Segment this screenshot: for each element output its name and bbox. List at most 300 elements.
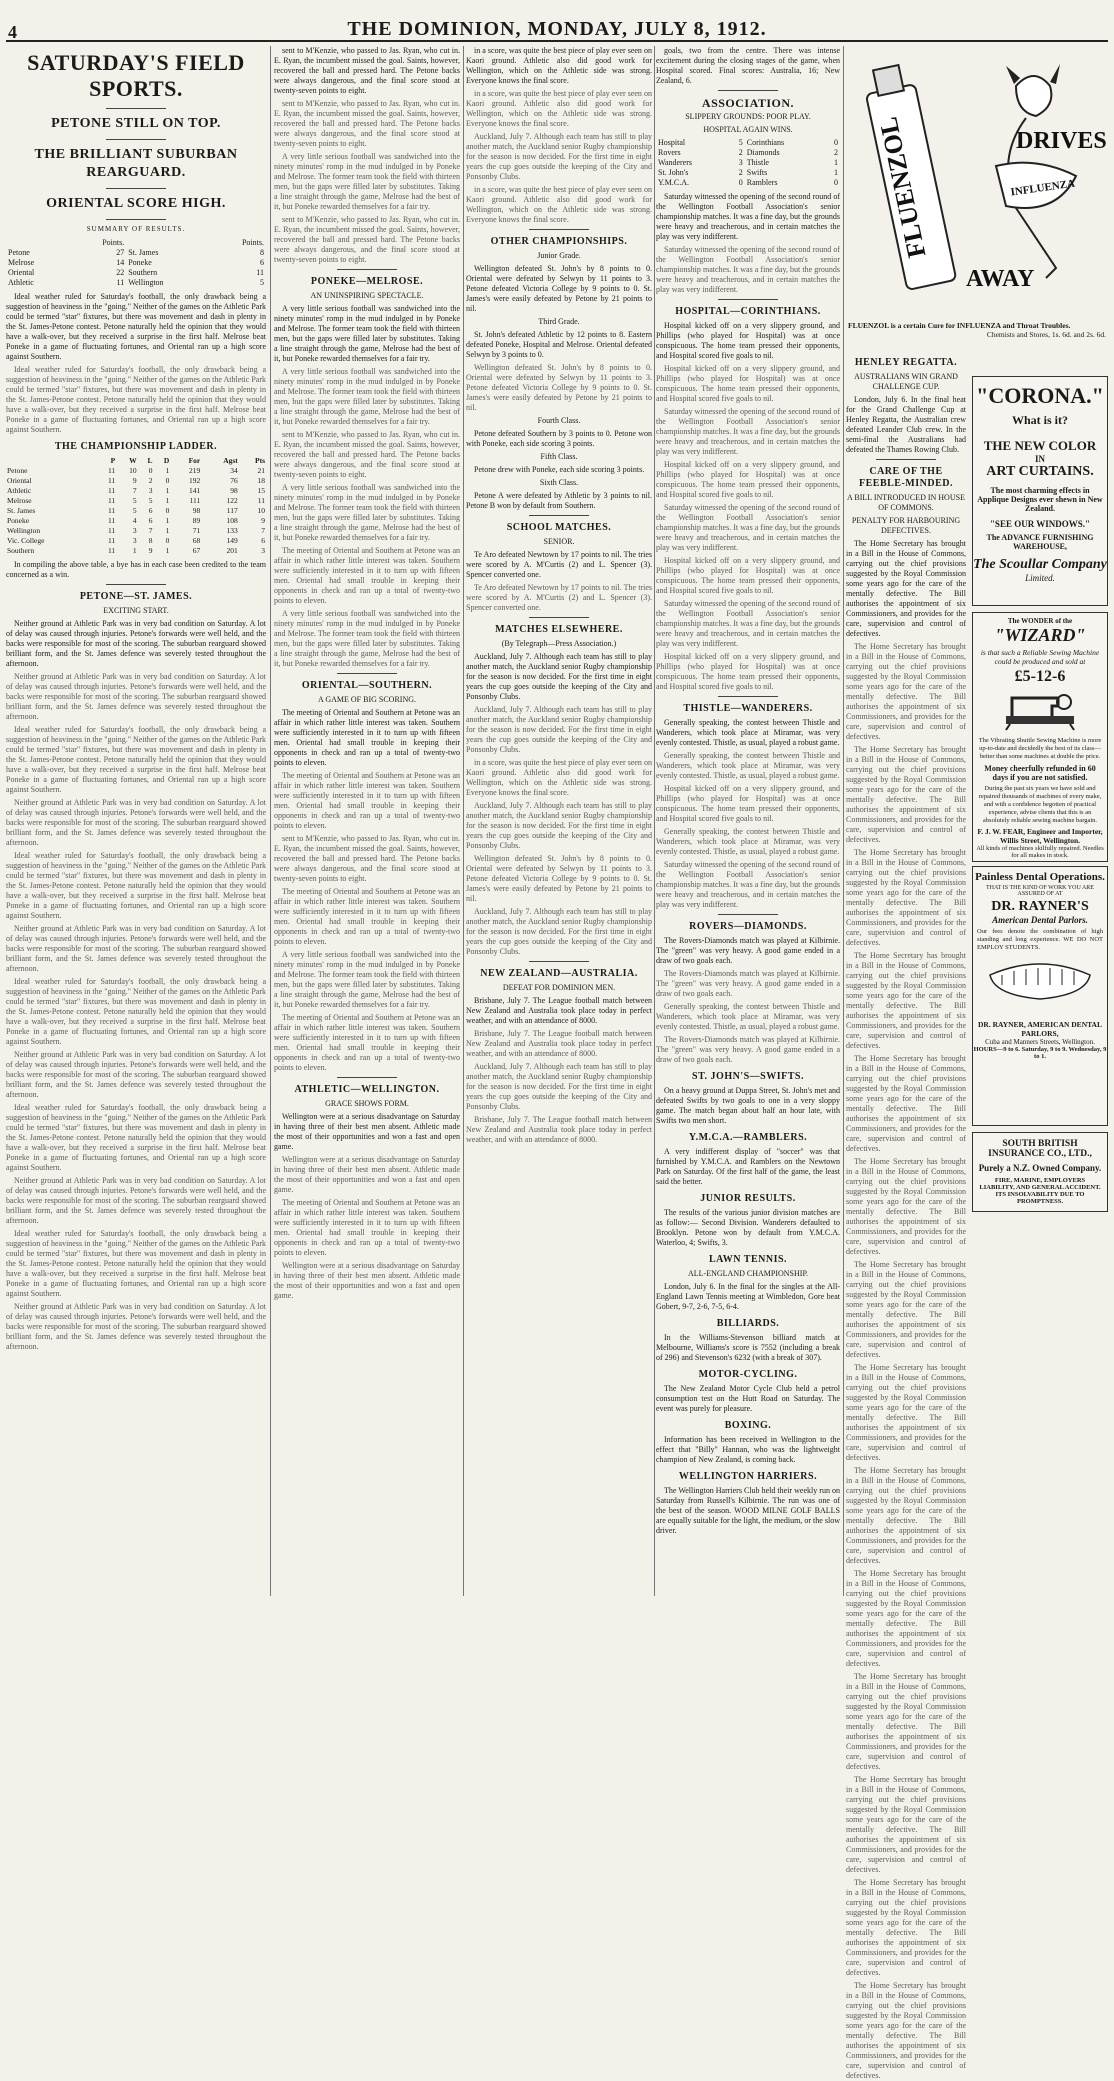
article-paragraph: Saturday witnessed the opening of the second round of the Wellington Football Association's senior championship matches. It was a fine day, but the grounds were heavy and treacherous, and in certain matches the play was very indifferent. bbox=[656, 245, 840, 294]
wizard-line5: During the past six years we have sold and repaired thousands of machines of every make, and with a confidence begotten of practical experience, advise clients that this is an absolutely reliable sewing machine bargain. bbox=[978, 785, 1102, 824]
ladder-col-header: D bbox=[163, 456, 170, 465]
ladder-cell: 5 bbox=[132, 496, 137, 505]
wizard-price: £5-12-6 bbox=[1014, 668, 1066, 685]
team: Ramblers bbox=[746, 178, 778, 187]
ladder-cell: 11 bbox=[107, 476, 116, 485]
section-heading: ATHLETIC—WELLINGTON. bbox=[294, 1084, 440, 1095]
article-paragraph: Hospital kicked off on a very slippery ground, and Phillips (who played for Hospital) was at once conspicuous. The home team pressed their opponents, and Hospital scored five goals to nil. bbox=[656, 364, 840, 403]
section-heading: PETONE—ST. JAMES. bbox=[79, 591, 193, 602]
article-paragraph: Wellington were at a serious disadvantage on Saturday in having three of their best men absent. Athletic made the most of their opportunities and won a fast and open game. bbox=[274, 1261, 460, 1300]
divider bbox=[718, 914, 778, 915]
article-paragraph: The Home Secretary has brought in a Bill in the House of Commons, carrying out the chief provisions suggested by the Royal Commission some years ago for the care of the mentally defective. The Bill authorises the appointment of six Commissioners, and provides for the care, supervision and control of defectives. bbox=[846, 1466, 966, 1565]
article-paragraph: A very little serious football was sandwiched into the ninety minutes' romp in the mud indulged in by Poneke and Melrose. The former team took the field with thirteen men, but the gaps were filled later by substitutes. Taking a line straight through the game, Melrose had the best of it, but Poneke rewarded themselves for a fair try. bbox=[274, 950, 460, 1009]
section-subheading: SLIPPERY GROUNDS: POOR PLAY. bbox=[685, 112, 811, 121]
article-paragraph: The meeting of Oriental and Southern at Petone was an affair in which rather little interest was taken. Southern were sufficiently interested in it to turn up with fifteen men. Oriental had small trouble in keeping their opponents in check and ran up a total of twenty-two points to eleven. bbox=[274, 1198, 460, 1257]
wizard-line4: Money cheerfully refunded in 60 days if you are not satisfied. bbox=[984, 764, 1096, 782]
article-paragraph: Wellington defeated St. John's by 8 points to 0. Oriental were defeated by Selwyn by 11 points to 3. Petone defeated Victoria College by 9 points to 0. St. James's were easily defeated by Petone by 21 points to nil. bbox=[466, 363, 652, 412]
article-paragraph: Neither ground at Athletic Park was in very bad condition on Saturday. A lot of delay was caused through injuries. Petone's forwards were well held, and the backs were responsible for most of the scoring. The suburban rearguard showed brilliant form, and the St. James defence was severely tested throughout the afternoon. bbox=[6, 619, 266, 668]
article-paragraph: Information has been received in Wellington to the effect that "Billy" Hannan, who was the lightweight champion of New Zealand, is coming back. bbox=[656, 1435, 840, 1464]
page-number: 4 bbox=[8, 22, 17, 42]
section-heading: THISTLE—WANDERERS. bbox=[683, 703, 813, 714]
divider bbox=[337, 1077, 397, 1078]
section-subheading: Third Grade. bbox=[538, 317, 580, 326]
summary-row bbox=[6, 248, 266, 258]
article-paragraph: The meeting of Oriental and Southern at Petone was an affair in which rather little interest was taken. Southern were sufficiently interested in it to turn up with fifteen men. Oriental had small trouble in keeping their opponents in check and ran up a total of twenty-two points to eleven. bbox=[274, 771, 460, 830]
article-paragraph: in a score, was quite the best piece of play ever seen on Kaori ground. Athletic also did good work for Wellington, which on the Athletic side was strong. Everyone knows the final score. bbox=[466, 758, 652, 797]
article-paragraph: Te Aro defeated Newtown by 17 points to nil. The tries were scored by A. M'Curtis (2) and L. Spencer (3). Spencer converted one. bbox=[466, 583, 652, 612]
ladder-cell: 11 bbox=[107, 486, 116, 495]
article-paragraph: On a heavy ground at Duppa Street, St. John's met and defeated Swifts by two goals to one in a very sloppy game. The match began about half an hour late, with Swifts two men short. bbox=[656, 1086, 840, 1125]
team: Corinthians bbox=[746, 138, 785, 147]
article-paragraph: Petone A were defeated by Athletic by 3 points to nil. Petone B won by default from Southern. bbox=[466, 491, 652, 510]
divider bbox=[529, 229, 589, 230]
ladder-title: THE CHAMPIONSHIP LADDER. bbox=[54, 441, 218, 452]
summary-header: Points. bbox=[241, 238, 264, 247]
south-line3: FIRE, MARINE, EMPLOYERS LIABILITY, AND GENERAL ACCIDENT. ITS INSOLVABILITY DUE TO PROMPTNESS. bbox=[979, 1177, 1101, 1205]
ladder-cell: 192 bbox=[188, 476, 201, 485]
ladder-cell: 1 bbox=[165, 496, 170, 505]
goals: 2 bbox=[834, 148, 838, 157]
article-paragraph: sent to M'Kenzie, who passed to Jas. Ryan, who cut in. E. Ryan, the incumbent missed the goal. Saints, however, recovered the ball and pressed hard. The Petone backs were always dangerous, and the final score stood at twenty-seven points to eight. bbox=[274, 215, 460, 264]
article-paragraph: Saturday witnessed the opening of the second round of the Wellington Football Association's senior championship matches. It was a fine day, but the grounds were heavy and treacherous, and in certain matches the play was very indifferent. bbox=[656, 503, 840, 552]
ladder-cell: 98 bbox=[192, 506, 201, 515]
wizard-line8: All kinds of machines skilfully repaired. Needles for all makes in stock. bbox=[976, 845, 1104, 859]
scoullar-limited: Limited. bbox=[1025, 573, 1055, 583]
column-rule bbox=[654, 46, 655, 1596]
ladder-row bbox=[6, 496, 266, 506]
ladder-cell: 1 bbox=[165, 526, 170, 535]
article-paragraph: A very little serious football was sandwiched into the ninety minutes' romp in the mud indulged in by Poneke and Melrose. The former team took the field with thirteen men, but the gaps were filled later by substitutes. Taking a line straight through the game, Melrose had the best of it, but Poneke rewarded themselves for a fair try. bbox=[274, 609, 460, 668]
championship-ladder bbox=[6, 456, 266, 556]
ladder-cell: 1 bbox=[132, 546, 137, 555]
article-paragraph: Ideal weather ruled for Saturday's football, the only drawback being a suggestion of heaviness in the "going." Neither of the games on the Athletic Park could be termed "star" fixtures, but there was movement and dash in plenty in the St. James-Petone contest. Petone naturally held the opinion that they would have a walk-over, but they received a surprise in the first half. Melrose beat Poneke in a game of fluctuating fortunes, and Oriental ran up a high score against Southern. bbox=[6, 977, 266, 1046]
article-paragraph: The Home Secretary has brought in a Bill in the House of Commons, carrying out the chief provisions suggested by the Royal Commission some years ago for the care of the mentally defective. The Bill authorises the appointment of six Commissioners, and provides for the care, supervision and control of defectives. bbox=[846, 1054, 966, 1153]
article-paragraph: The meeting of Oriental and Southern at Petone was an affair in which rather little interest was taken. Southern were sufficiently interested in it to turn up with fifteen men. Oriental had small trouble in keeping their opponents in check and ran up a total of twenty-two points to eleven. bbox=[274, 546, 460, 605]
ladder-cell: 89 bbox=[192, 516, 201, 525]
article-paragraph: Wellington were at a serious disadvantage on Saturday in having three of their best men absent. Athletic made the most of their opportunities and won a fast and open game. bbox=[274, 1112, 460, 1151]
section-subheading: DEFEAT FOR DOMINION MEN. bbox=[502, 983, 616, 992]
bottle-cap-icon bbox=[873, 65, 904, 96]
section-heading: BILLIARDS. bbox=[716, 1318, 780, 1329]
section-subheading: Sixth Class. bbox=[539, 478, 579, 487]
article-paragraph: The Home Secretary has brought in a Bill in the House of Commons, carrying out the chief provisions suggested by the Royal Commission some years ago for the care of the mentally defective. The Bill authorises the appointment of six Commissioners, and provides for the care, supervision and control of defectives. bbox=[846, 1157, 966, 1256]
dental-line7: Cuba and Manners Streets, Wellington. bbox=[985, 1038, 1095, 1046]
points: 22 bbox=[116, 268, 125, 277]
corona-line1: THE NEW COLOR bbox=[983, 438, 1097, 453]
ladder-row bbox=[6, 536, 266, 546]
corona-line6: The ADVANCE FURNISHING WAREHOUSE, bbox=[986, 533, 1094, 551]
divider bbox=[529, 617, 589, 618]
article-paragraph: Auckland, July 7. Although each team has still to play another match, the Auckland senior Rugby championship for the season is now decided. For the first time in eight years the cup goes outside the keeping of the City and Ponsonby Clubs. bbox=[466, 705, 652, 754]
ladder-row bbox=[6, 546, 266, 556]
team: Hospital bbox=[658, 138, 686, 147]
ladder-cell: 2 bbox=[148, 476, 153, 485]
ladder-cell: 6 bbox=[148, 506, 153, 515]
article-paragraph: Brisbane, July 7. The League football match between New Zealand and Australia took place today in perfect weather, and with an attendance of 8000. bbox=[466, 1029, 652, 1058]
dental-line5: Our fees denote the combination of high standing and long experience. WE DO NOT EMPLOY STUDENTS. bbox=[977, 928, 1103, 951]
corona-advert bbox=[972, 376, 1108, 606]
goals: 1 bbox=[834, 158, 838, 167]
goals: 5 bbox=[738, 138, 743, 147]
goals: 0 bbox=[834, 138, 838, 147]
dental-line4: American Dental Parlors. bbox=[992, 915, 1088, 925]
section-heading: NEW ZEALAND—AUSTRALIA. bbox=[480, 968, 638, 979]
divider bbox=[106, 584, 166, 585]
article-paragraph: The Home Secretary has brought in a Bill in the House of Commons, carrying out the chief provisions suggested by the Royal Commission some years ago for the care of the mentally defective. The Bill authorises the appointment of six Commissioners, and provides for the care, supervision and control of defectives. bbox=[846, 951, 966, 1050]
divider bbox=[529, 961, 589, 962]
article-paragraph: The Wellington Harriers Club held their weekly run on Saturday from Russell's Kilbirnie. The run was one of the best of the season. WOOD MILNE GOLF BALLS are equally suitable for the light, the medium, or the slow driver. bbox=[656, 1486, 840, 1535]
column-rule bbox=[270, 46, 271, 1596]
ladder-cell: 9 bbox=[261, 516, 265, 525]
wizard-line3: The Vibrating Shuttle Sewing Machine is more up-to-date and decidedly the best of its class—better than some machines at double the price. bbox=[978, 737, 1102, 760]
article-paragraph: The results of the various junior division matches are as follow:— Second Division. Wanderers defaulted to Brooklyn. Petone won by default from Y.M.C.A. Waterloo, 4; Swifts, 3. bbox=[656, 1208, 840, 1247]
result-row bbox=[656, 148, 840, 158]
ladder-row bbox=[6, 526, 266, 536]
divider bbox=[529, 515, 589, 516]
column-3 bbox=[466, 46, 652, 1596]
ladder-col-header: W bbox=[129, 456, 137, 465]
ladder-cell: 11 bbox=[107, 496, 116, 505]
section-heading: ORIENTAL—SOUTHERN. bbox=[301, 680, 433, 691]
points: 14 bbox=[116, 258, 125, 267]
section-heading: BOXING. bbox=[724, 1420, 772, 1431]
article-paragraph: in a score, was quite the best piece of play ever seen on Kaori ground. Athletic also did good work for Wellington, which on the Athletic side was strong. Everyone knows the final score. bbox=[466, 46, 652, 85]
ladder-col-header: Agst bbox=[223, 456, 238, 465]
article-paragraph: sent to M'Kenzie, who passed to Jas. Ryan, who cut in. E. Ryan, the incumbent missed the goal. Saints, however, recovered the ball and pressed hard. The Petone backs were always dangerous, and the final score stood at twenty-seven points to eight. bbox=[274, 430, 460, 479]
section-heading: ASSOCIATION. bbox=[701, 96, 795, 110]
points: 5 bbox=[260, 278, 264, 287]
team: Wanderers bbox=[658, 158, 693, 167]
section-heading: Y.M.C.A.—RAMBLERS. bbox=[688, 1132, 808, 1143]
drives-word: DRIVES bbox=[1016, 128, 1107, 154]
goals: 0 bbox=[738, 178, 743, 187]
result-row bbox=[656, 168, 840, 178]
ladder-col-header: Pts bbox=[255, 456, 265, 465]
article-paragraph: Ideal weather ruled for Saturday's football, the only drawback being a suggestion of heaviness in the "going." Neither of the games on the Athletic Park could be termed "star" fixtures, but there was movement and dash in plenty in the St. James-Petone contest. Petone naturally held the opinion that they would have a walk-over, but they received a surprise in the first half. Melrose beat Poneke in a game of fluctuating fortunes, and Oriental ran up a high score against Southern. bbox=[6, 851, 266, 920]
article-paragraph: In the Williams-Stevenson billiard match at Melbourne, Williams's score is 7552 (including a break of 296) and Stevenson's 6232 (with a break of 307). bbox=[656, 1333, 840, 1362]
ladder-cell: 1 bbox=[165, 546, 170, 555]
article-paragraph: The Rovers-Diamonds match was played at Kilbirnie. The "green" was very heavy. A good game ended in a draw of two goals each. bbox=[656, 969, 840, 998]
corona-line4: The most charming effects in Applique Designs ever shewn in New Zealand. bbox=[977, 486, 1103, 513]
ladder-cell: Poneke bbox=[7, 516, 30, 525]
dental-line6: DR. RAYNER, AMERICAN DENTAL PARLORS, bbox=[978, 1020, 1102, 1038]
article-paragraph: Hospital kicked off on a very slippery ground, and Phillips (who played for Hospital) was at once conspicuous. The home team pressed their opponents, and Hospital scored five goals to nil. bbox=[656, 321, 840, 360]
ladder-cell: 5 bbox=[148, 496, 153, 505]
ladder-cell: 3 bbox=[261, 546, 265, 555]
column-1 bbox=[6, 46, 266, 1596]
ladder-cell: 11 bbox=[257, 496, 265, 505]
section-heading: PONEKE—MELROSE. bbox=[310, 276, 424, 287]
article-paragraph: Auckland, July 7. Although each team has still to play another match, the Auckland senior Rugby championship for the season is now decided. For the first time in eight years the cup goes outside the keeping of the City and Ponsonby Clubs. bbox=[466, 907, 652, 956]
divider bbox=[718, 90, 778, 91]
article-paragraph: Hospital kicked off on a very slippery ground, and Phillips (who played for Hospital) was at once conspicuous. The home team pressed their opponents, and Hospital scored five goals to nil. bbox=[656, 784, 840, 823]
team: Petone bbox=[8, 248, 30, 257]
article-paragraph: Wellington defeated St. John's by 8 points to 0. Oriental were defeated by Selwyn by 11 points to 3. Petone defeated Victoria College by 9 points to 0. St. James's were easily defeated by Petone by 21 points to nil. bbox=[466, 854, 652, 903]
ladder-cell: 7 bbox=[148, 526, 153, 535]
ladder-cell: 11 bbox=[107, 506, 116, 515]
section-heading: ALL-ENGLAND CHAMPIONSHIP. bbox=[688, 1269, 808, 1278]
article-paragraph: The Home Secretary has brought in a Bill in the House of Commons, carrying out the chief provisions suggested by the Royal Commission some years ago for the care of the mentally defective. The Bill authorises the appointment of six Commissioners, and provides for the care, supervision and control of defectives. bbox=[846, 1878, 966, 1977]
ladder-cell: 11 bbox=[107, 516, 116, 525]
ladder-cell: 111 bbox=[189, 496, 201, 505]
article-paragraph: Neither ground at Athletic Park was in very bad condition on Saturday. A lot of delay was caused through injuries. Petone's forwards were well held, and the backs were responsible for most of the scoring. The suburban rearguard showed brilliant form, and the St. James defence was severely tested throughout the afternoon. bbox=[6, 924, 266, 973]
corona-line3: ART CURTAINS. bbox=[986, 464, 1094, 479]
summary-row bbox=[6, 258, 266, 268]
ladder-cell: 1 bbox=[165, 466, 170, 475]
article-paragraph: Hospital kicked off on a very slippery ground, and Phillips (who played for Hospital) was at once conspicuous. The home team pressed their opponents, and Hospital scored five goals to nil. bbox=[656, 652, 840, 691]
article-paragraph: Generally speaking, the contest between Thistle and Wanderers, which took place at Miramar, was very evenly contested. Thistle, as usual, played a robust game. bbox=[656, 718, 840, 747]
divider bbox=[718, 299, 778, 300]
goals: 1 bbox=[834, 168, 838, 177]
corona-brand: "CORONA." bbox=[976, 383, 1104, 408]
article-paragraph: Saturday witnessed the opening of the second round of the Wellington Football Association's senior championship matches. It was a fine day, but the grounds were heavy and treacherous, and in certain matches the play was very indifferent. bbox=[656, 599, 840, 648]
south-line1: SOUTH BRITISH INSURANCE CO., LTD., bbox=[988, 1139, 1092, 1159]
ladder-cell: 108 bbox=[226, 516, 238, 525]
section-heading: MATCHES ELSEWHERE. bbox=[495, 624, 623, 635]
fluenzol-illustration bbox=[846, 46, 1108, 316]
ladder-cell: 34 bbox=[230, 466, 238, 475]
article-paragraph: Brisbane, July 7. The League football match between New Zealand and Australia took place today in perfect weather, and with an attendance of 8000. bbox=[466, 1115, 652, 1144]
article-paragraph: A very indifferent display of "soccer" was that furnished by Y.M.C.A. and Ramblers on the Newtown Park on Saturday. Of the first half of the game, the least said the better. bbox=[656, 1147, 840, 1186]
article-paragraph: The Home Secretary has brought in a Bill in the House of Commons, carrying out the chief provisions suggested by the Royal Commission some years ago for the care of the mentally defective. The Bill authorises the appointment of six Commissioners, and provides for the care, supervision and control of defectives. bbox=[846, 642, 966, 741]
article-paragraph: The Home Secretary has brought in a Bill in the House of Commons, carrying out the chief provisions suggested by the Royal Commission some years ago for the care of the mentally defective. The Bill authorises the appointment of six Commissioners, and provides for the care, supervision and control of defectives. bbox=[846, 1569, 966, 1668]
article-paragraph: A very little serious football was sandwiched into the ninety minutes' romp in the mud indulged in by Poneke and Melrose. The former team took the field with thirteen men, but the gaps were filled later by substitutes. Taking a line straight through the game, Melrose had the best of it, but Poneke rewarded themselves for a fair try. bbox=[274, 367, 460, 426]
article-paragraph: A very little serious football was sandwiched into the ninety minutes' romp in the mud indulged in by Poneke and Melrose. The former team took the field with thirteen men, but the gaps were filled later by substitutes. Taking a line straight through the game, Melrose had the best of it, but Poneke rewarded themselves for a fair try. bbox=[274, 483, 460, 542]
ladder-row bbox=[6, 506, 266, 516]
column-4 bbox=[656, 46, 840, 1596]
scoullar-logo: The Scoullar Company bbox=[973, 557, 1107, 572]
section-heading: OTHER CHAMPIONSHIPS. bbox=[490, 236, 628, 247]
section-heading: ROVERS—DIAMONDS. bbox=[689, 921, 807, 932]
ladder-cell: 7 bbox=[261, 526, 265, 535]
article-paragraph: Neither ground at Athletic Park was in very bad condition on Saturday. A lot of delay was caused through injuries. Petone's forwards were well held, and the backs were responsible for most of the scoring. The suburban rearguard showed brilliant form, and the St. James defence was severely tested throughout the afternoon. bbox=[6, 1050, 266, 1099]
ladder-cell: 5 bbox=[132, 506, 137, 515]
ladder-cell: 98 bbox=[230, 486, 238, 495]
article-paragraph: Generally speaking, the contest between Thistle and Wanderers, which took place at Miramar, was very evenly contested. Thistle, as usual, played a robust game. bbox=[656, 827, 840, 856]
ladder-cell: Melrose bbox=[7, 496, 32, 505]
section-subheading: GRACE SHOWS FORM. bbox=[325, 1099, 409, 1108]
masthead bbox=[0, 0, 1114, 40]
wizard-brand: "WIZARD" bbox=[994, 625, 1086, 645]
points: 11 bbox=[256, 268, 264, 277]
dental-line2: THAT IS THE KIND OF WORK YOU ARE ASSURED OF AT bbox=[986, 885, 1094, 897]
divider bbox=[106, 188, 166, 189]
section-subheading: PENALTY FOR HARBOURING DEFECTIVES. bbox=[851, 516, 961, 535]
ladder-cell: 122 bbox=[226, 496, 238, 505]
article-paragraph: Petone defeated Southern by 3 points to 0. Petone won with Poneke, each side scoring 3 points. bbox=[466, 429, 652, 448]
ladder-cell: 0 bbox=[165, 476, 170, 485]
section-subheading: SENIOR. bbox=[543, 537, 575, 546]
ladder-cell: 4 bbox=[132, 516, 137, 525]
divider bbox=[337, 673, 397, 674]
dental-line3: DR. RAYNER'S bbox=[991, 899, 1089, 914]
corona-line2: IN bbox=[1034, 454, 1045, 464]
ladder-col-header: For bbox=[188, 456, 201, 465]
newspaper-title: THE DOMINION, MONDAY, JULY 8, 1912. bbox=[347, 18, 767, 40]
wizard-advert bbox=[972, 612, 1108, 862]
subheadline-rearguard: THE BRILLIANT SUBURBAN REARGUARD. bbox=[34, 147, 238, 180]
points: 6 bbox=[260, 258, 264, 267]
devil-head-icon bbox=[1016, 76, 1051, 116]
summary-row bbox=[6, 268, 266, 278]
ladder-cell: Southern bbox=[7, 546, 35, 555]
main-headline: SATURDAY'S FIELD SPORTS. bbox=[27, 50, 245, 101]
article-paragraph: Generally speaking, the contest between Thistle and Wanderers, which took place at Miramar, was very evenly contested. Thistle, as usual, played a robust game. bbox=[656, 751, 840, 780]
article-paragraph: The Home Secretary has brought in a Bill in the House of Commons, carrying out the chief provisions suggested by the Royal Commission some years ago for the care of the mentally defective. The Bill authorises the appointment of six Commissioners, and provides for the care, supervision and control of defectives. bbox=[846, 1260, 966, 1359]
section-heading: HOSPITAL—CORINTHIANS. bbox=[675, 306, 821, 317]
team: Thistle bbox=[746, 158, 769, 167]
ladder-cell: 76 bbox=[230, 476, 238, 485]
summary-title: SUMMARY OF RESULTS. bbox=[86, 225, 186, 233]
article-paragraph: Ideal weather ruled for Saturday's football, the only drawback being a suggestion of heaviness in the "going." Neither of the games on the Athletic Park could be termed "star" fixtures, but there was movement and dash in plenty in the St. James-Petone contest. Petone naturally held the opinion that they would have a walk-over, but they received a surprise in the first half. Melrose beat Poneke in a game of fluctuating fortunes, and Oriental ran up a high score against Southern. bbox=[6, 365, 266, 434]
dental-advert bbox=[972, 866, 1108, 1126]
section-heading: MOTOR-CYCLING. bbox=[698, 1369, 798, 1380]
goals: 2 bbox=[738, 168, 743, 177]
ladder-cell: 201 bbox=[226, 546, 238, 555]
summary-row bbox=[6, 278, 266, 288]
influenza-word: INFLUENZA bbox=[1009, 177, 1076, 199]
team: Melrose bbox=[8, 258, 35, 267]
article-paragraph: Neither ground at Athletic Park was in very bad condition on Saturday. A lot of delay was caused through injuries. Petone's forwards were well held, and the backs were responsible for most of the scoring. The suburban rearguard showed brilliant form, and the St. James defence was severely tested throughout the afternoon. bbox=[6, 672, 266, 721]
column-2 bbox=[274, 46, 460, 1596]
ladder-col-header: L bbox=[147, 456, 153, 465]
team: Poneke bbox=[128, 258, 152, 267]
article-paragraph: Ideal weather ruled for Saturday's football, the only drawback being a suggestion of heaviness in the "going." Neither of the games on the Athletic Park could be termed "star" fixtures, but there was movement and dash in plenty in the St. James-Petone contest. Petone naturally held the opinion that they would have a walk-over, but they received a surprise in the first half. Melrose beat Poneke in a game of fluctuating fortunes, and Oriental ran up a high score against Southern. bbox=[6, 1229, 266, 1298]
result-row bbox=[656, 178, 840, 188]
association-results-table bbox=[656, 138, 840, 188]
article-paragraph: sent to M'Kenzie, who passed to Jas. Ryan, who cut in. E. Ryan, the incumbent missed the goal. Saints, however, recovered the ball and pressed hard. The Petone backs were always dangerous, and the final score stood at twenty-seven points to eight. bbox=[274, 46, 460, 95]
divider bbox=[106, 219, 166, 220]
column-rule bbox=[463, 46, 464, 1596]
dental-line8: HOURS—9 to 6. Saturday, 9 to 9. Wednesday, 9 to 1. bbox=[973, 1046, 1107, 1060]
article-paragraph: The Home Secretary has brought in a Bill in the House of Commons, carrying out the chief provisions suggested by the Royal Commission some years ago for the care of the mentally defective. The Bill authorises the appointment of six Commissioners, and provides for the care, supervision and control of defectives. bbox=[846, 848, 966, 947]
article-paragraph: Te Aro defeated Newtown by 17 points to nil. The tries were scored by A. M'Curtis (2) and L. Spencer (3). Spencer converted one. bbox=[466, 550, 652, 579]
section-subheading: EXCITING START. bbox=[103, 606, 169, 615]
section-subheading: A GAME OF BIG SCORING. bbox=[317, 695, 416, 704]
ladder-cell: St. James bbox=[7, 506, 36, 515]
south-line2: Purely a N.Z. Owned Company. bbox=[978, 1163, 1102, 1173]
team: Southern bbox=[128, 268, 158, 277]
article-paragraph: Auckland, July 7. Although each team has still to play another match, the Auckland senior Rugby championship for the season is now decided. For the first time in eight years the cup goes outside the keeping of the City and Ponsonby Clubs. bbox=[466, 652, 652, 701]
teeth-illustration-icon bbox=[980, 955, 1100, 1015]
team: St. John's bbox=[658, 168, 689, 177]
article-paragraph: Hospital kicked off on a very slippery ground, and Phillips (who played for Hospital) was at once conspicuous. The home team pressed their opponents, and Hospital scored five goals to nil. bbox=[656, 460, 840, 499]
team: Athletic bbox=[8, 278, 34, 287]
section-heading: WELLINGTON HARRIERS. bbox=[678, 1471, 818, 1482]
article-paragraph: London, July 6. In the final heat for the Grand Challenge Cup at Henley Regatta, the Australian crew defeated Leander Club crew. In the semi-final the Australians had defeated the Thames Rowing Club. bbox=[846, 395, 966, 454]
wizard-line1: The WONDER of the bbox=[1007, 617, 1073, 625]
ladder-cell: 141 bbox=[188, 486, 201, 495]
ladder-cell: 0 bbox=[165, 506, 170, 515]
ladder-cell: 10 bbox=[257, 506, 265, 515]
section-heading: LAWN TENNIS. bbox=[708, 1254, 788, 1265]
article-paragraph: Auckland, July 7. Although each team has still to play another match, the Auckland senior Rugby championship for the season is now decided. For the first time in eight years the cup goes outside the keeping of the City and Ponsonby Clubs. bbox=[466, 801, 652, 850]
fluenzol-price: Chemists and Stores, 1s. 6d. and 2s. 6d. bbox=[986, 330, 1106, 339]
ladder-cell: 11 bbox=[107, 536, 116, 545]
team: Diamonds bbox=[746, 148, 780, 157]
article-paragraph: sent to M'Kenzie, who passed to Jas. Ryan, who cut in. E. Ryan, the incumbent missed the goal. Saints, however, recovered the ball and pressed hard. The Petone backs were always dangerous, and the final score stood at twenty-seven points to eight. bbox=[274, 834, 460, 883]
south-british-advert bbox=[972, 1132, 1108, 1212]
wizard-line6: F. J. W. FEAR, Engineer and Importer, bbox=[977, 827, 1103, 836]
ladder-row bbox=[6, 476, 266, 486]
wizard-line2: is that such a Reliable Sewing Machine could be produced and sold at bbox=[980, 648, 1100, 666]
ladder-row bbox=[6, 466, 266, 476]
team: St. James bbox=[128, 248, 159, 257]
section-heading: CARE OF THE FEEBLE-MINDED. bbox=[859, 466, 953, 489]
section-subheading: (By Telegraph—Press Association.) bbox=[501, 639, 617, 648]
article-paragraph: St. John's defeated Athletic by 12 points to 8. Eastern defeated Poneke, Hospital and Melrose. Oriental defeated Selwyn by 3 points to 0. bbox=[466, 330, 652, 359]
article-paragraph: Saturday witnessed the opening of the second round of the Wellington Football Association's senior championship matches. It was a fine day, but the grounds were heavy and treacherous, and in certain matches the play was very indifferent. bbox=[656, 407, 840, 456]
section-subheading: HOSPITAL AGAIN WINS. bbox=[703, 125, 793, 134]
ladder-cell: Athletic bbox=[7, 486, 32, 495]
article-paragraph: sent to M'Kenzie, who passed to Jas. Ryan, who cut in. E. Ryan, the incumbent missed the goal. Saints, however, recovered the ball and pressed hard. The Petone backs were always dangerous, and the final score stood at twenty-seven points to eight. bbox=[274, 99, 460, 148]
ladder-cell: Oriental bbox=[7, 476, 32, 485]
team: Rovers bbox=[658, 148, 681, 157]
fluenzol-advert bbox=[846, 46, 1108, 346]
section-heading: JUNIOR RESULTS. bbox=[700, 1193, 796, 1204]
article-paragraph: Ideal weather ruled for Saturday's football, the only drawback being a suggestion of heaviness in the "going." Neither of the games on the Athletic Park could be termed "star" fixtures, but there was movement and dash in plenty in the St. James-Petone contest. Petone naturally held the opinion that they would have a walk-over, but they received a surprise in the first half. Melrose beat Poneke in a game of fluctuating fortunes, and Oriental ran up a high score against Southern. bbox=[6, 725, 266, 794]
section-heading: HENLEY REGATTA. bbox=[854, 357, 958, 368]
article-paragraph: Hospital kicked off on a very slippery ground, and Phillips (who played for Hospital) was at once conspicuous. The home team pressed their opponents, and Hospital scored five goals to nil. bbox=[656, 556, 840, 595]
divider bbox=[106, 139, 166, 140]
subheadline-oriental: ORIENTAL SCORE HIGH. bbox=[46, 196, 226, 211]
article-paragraph: The New Zealand Motor Cycle Club held a petrol consumption test on the Hutt Road on Saturday. The event was purely for pleasure. bbox=[656, 1384, 840, 1413]
article-paragraph: Saturday witnessed the opening of the second round of the Wellington Football Association's senior championship matches. It was a fine day, but the grounds were heavy and treacherous, and in certain matches the play was very indifferent. bbox=[656, 192, 840, 241]
goals: 0 bbox=[834, 178, 838, 187]
article-paragraph: Generally speaking, the contest between Thistle and Wanderers, which took place at Miramar, was very evenly contested. Thistle, as usual, played a robust game. bbox=[656, 1002, 840, 1031]
section-subheading: A BILL INTRODUCED IN HOUSE OF COMMONS. bbox=[847, 493, 965, 512]
ladder-cell: 0 bbox=[148, 466, 153, 475]
sewing-machine-icon bbox=[1000, 686, 1080, 730]
corona-question: What is it? bbox=[1011, 413, 1068, 427]
article-paragraph: Wellington were at a serious disadvantage on Saturday in having three of their best men absent. Athletic made the most of their opportunities and won a fast and open game. bbox=[274, 1155, 460, 1194]
ladder-col-header: P bbox=[110, 456, 116, 465]
ladder-cell: 7 bbox=[132, 486, 137, 495]
article-paragraph: Neither ground at Athletic Park was in very bad condition on Saturday. A lot of delay was caused through injuries. Petone's forwards were well held, and the backs were responsible for most of the scoring. The suburban rearguard showed brilliant form, and the St. James defence was severely tested throughout the afternoon. bbox=[6, 1176, 266, 1225]
ladder-cell: 15 bbox=[257, 486, 265, 495]
article-paragraph: The Rovers-Diamonds match was played at Kilbirnie. The "green" was very heavy. A good game ended in a draw of two goals each. bbox=[656, 1035, 840, 1064]
divider bbox=[718, 696, 778, 697]
article-paragraph: The meeting of Oriental and Southern at Petone was an affair in which rather little interest was taken. Southern were sufficiently interested in it to turn up with fifteen men. Oriental had small trouble in keeping their opponents in check and ran up a total of twenty-two points to eleven. bbox=[274, 708, 460, 767]
article-paragraph: goals, two from the centre. There was intense excitement during the closing stages of the game, when Hospital scored. Final scores: Australia, 16; New Zealand, 6. bbox=[656, 46, 840, 85]
summary-table bbox=[6, 238, 266, 288]
section-subheading: AUSTRALIANS WIN GRAND CHALLENGE CUP. bbox=[854, 372, 958, 391]
team: Oriental bbox=[8, 268, 35, 277]
article-paragraph: London, July 6. In the final for the singles at the All-England Lawn Tennis meeting at Wimbledon, Gore beat Gobert, 9-7, 2-6, 7-5, 6-4. bbox=[656, 1282, 840, 1311]
article-paragraph: in a score, was quite the best piece of play ever seen on Kaori ground. Athletic also did good work for Wellington, which on the Athletic side was strong. Everyone knows the final score. bbox=[466, 185, 652, 224]
team: Wellington bbox=[128, 278, 164, 287]
team: Y.M.C.A. bbox=[658, 178, 689, 187]
article-paragraph: Ideal weather ruled for Saturday's football, the only drawback being a suggestion of heaviness in the "going." Neither of the games on the Athletic Park could be termed "star" fixtures, but there was movement and dash in plenty in the St. James-Petone contest. Petone naturally held the opinion that they would have a walk-over, but they received a surprise in the first half. Melrose beat Poneke in a game of fluctuating fortunes, and Oriental ran up a high score against Southern. bbox=[6, 292, 266, 361]
points: 8 bbox=[260, 248, 264, 257]
bottle-label: FLUENZOL bbox=[873, 114, 932, 261]
section-subheading: Fourth Class. bbox=[537, 416, 581, 425]
section-heading: ST. JOHN'S—SWIFTS. bbox=[692, 1071, 804, 1082]
article-paragraph: The Home Secretary has brought in a Bill in the House of Commons, carrying out the chief provisions suggested by the Royal Commission some years ago for the care of the mentally defective. The Bill authorises the appointment of six Commissioners, and provides for the care, supervision and control of defectives. bbox=[846, 1981, 966, 2080]
corona-line5: "SEE OUR WINDOWS." bbox=[989, 519, 1091, 529]
article-paragraph: Saturday witnessed the opening of the second round of the Wellington Football Association's senior championship matches. It was a fine day, but the grounds were heavy and treacherous, and in certain matches the play was very indifferent. bbox=[656, 860, 840, 909]
article-paragraph: Auckland, July 7. Although each team has still to play another match, the Auckland senior Rugby championship for the season is now decided. For the first time in eight years the cup goes outside the keeping of the City and Ponsonby Clubs. bbox=[466, 132, 652, 181]
article-paragraph: Neither ground at Athletic Park was in very bad condition on Saturday. A lot of delay was caused through injuries. Petone's forwards were well held, and the backs were responsible for most of the scoring. The suburban rearguard showed brilliant form, and the St. James defence was severely tested throughout the afternoon. bbox=[6, 798, 266, 847]
points: 11 bbox=[116, 278, 125, 287]
team: Swifts bbox=[746, 168, 768, 177]
article-paragraph: The Home Secretary has brought in a Bill in the House of Commons, carrying out the chief provisions suggested by the Royal Commission some years ago for the care of the mentally defective. The Bill authorises the appointment of six Commissioners, and provides for the care, supervision and control of defectives. bbox=[846, 1775, 966, 1874]
summary-header: Points. bbox=[102, 238, 125, 247]
article-paragraph: Neither ground at Athletic Park was in very bad condition on Saturday. A lot of delay was caused through injuries. Petone's forwards were well held, and the backs were responsible for most of the scoring. The suburban rearguard showed brilliant form, and the St. James defence was severely tested throughout the afternoon. bbox=[6, 1302, 266, 1351]
section-subheading: Junior Grade. bbox=[537, 251, 581, 260]
article-paragraph: The Home Secretary has brought in a Bill in the House of Commons, carrying out the chief provisions suggested by the Royal Commission some years ago for the care of the mentally defective. The Bill authorises the appointment of six Commissioners, and provides for the care, supervision and control of defectives. bbox=[846, 745, 966, 844]
article-paragraph: In compiling the above table, a bye has in each case been credited to the team concerned as a win. bbox=[6, 560, 266, 579]
